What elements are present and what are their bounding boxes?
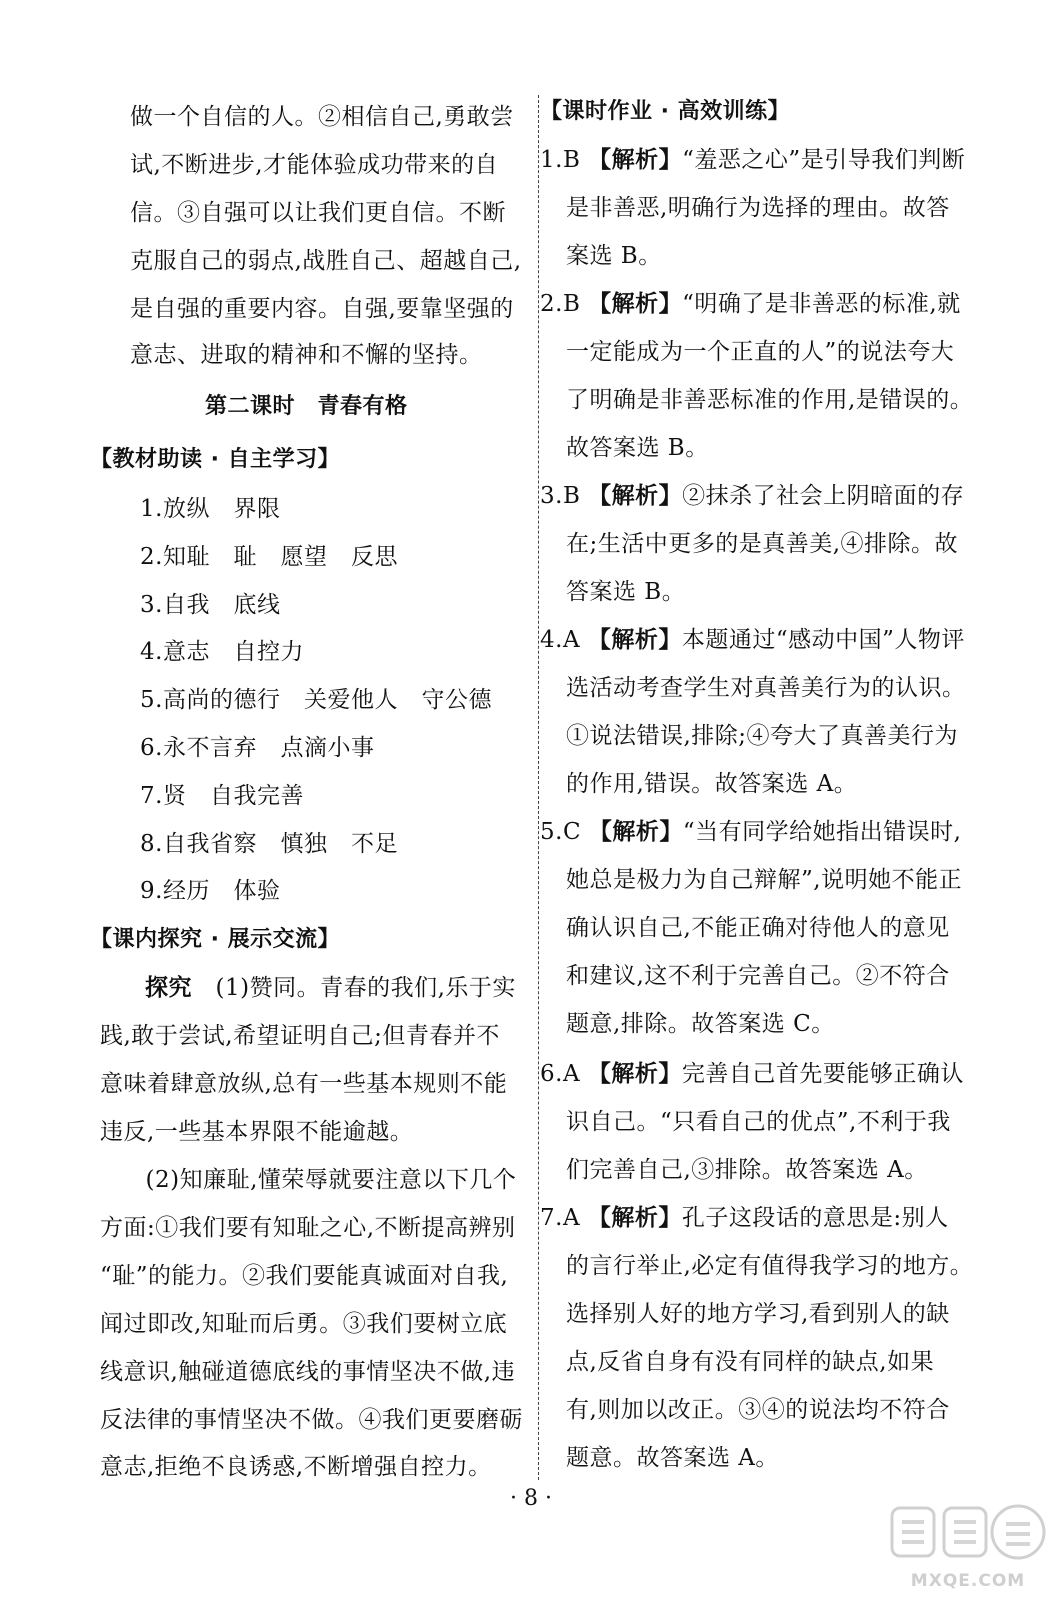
answer-item: 3.自我 底线 (140, 592, 281, 618)
explore-first-text: (1)赞同。青春的我们,乐于实 (192, 975, 516, 1001)
question-item-4 (540, 625, 965, 655)
analysis-line: 了明确是非善恶标准的作用,是错误的。 (566, 387, 974, 413)
analysis-line: 故答案选 B。 (566, 435, 709, 461)
explore-line: 违反,一些基本界限不能逾越。 (100, 1119, 414, 1145)
analysis-line: 的作用,错误。故答案选 A。 (566, 771, 858, 797)
answer-item: 8.自我省察 慎独 不足 (140, 831, 398, 857)
analysis-text: “当有同学给她指出错误时, (682, 819, 962, 845)
explore-line: 闻过即改,知耻而后勇。③我们要树立底 (100, 1311, 508, 1337)
question-number: 4.A (540, 627, 581, 653)
section-header-homework: 【课时作业 · 高效训练】 (540, 99, 791, 124)
analysis-tag: 【解析】 (588, 483, 683, 509)
lesson-title: 第二课时 青春有格 (205, 394, 408, 419)
analysis-line: 题意,排除。故答案选 C。 (566, 1011, 835, 1037)
analysis-tag: 【解析】 (588, 291, 683, 317)
explore-line: 方面:①我们要有知耻之心,不断提高辨别 (100, 1215, 516, 1241)
analysis-line: 是非善恶,明确行为选择的理由。故答 (566, 195, 950, 221)
analysis-line: 点,反省自身有没有同样的缺点,如果 (566, 1349, 935, 1375)
analysis-line: 答案选 B。 (566, 579, 686, 605)
analysis-line: 题意。故答案选 A。 (566, 1445, 779, 1471)
left-para1-line: 是自强的重要内容。自强,要靠坚强的 (130, 296, 514, 322)
analysis-tag: 【解析】 (588, 147, 683, 173)
left-para1-line: 意志、进取的精神和不懈的坚持。 (130, 342, 483, 368)
answer-item: 2.知耻 耻 愿望 反思 (140, 544, 398, 570)
analysis-tag: 【解析】 (587, 1205, 682, 1231)
analysis-text: “羞恶之心”是引导我们判断 (682, 147, 966, 173)
question-item-5 (540, 817, 961, 847)
left-para1-line: 做一个自信的人。②相信自己,勇敢尝 (130, 104, 514, 130)
explore-line: 践,敢于尝试,希望证明自己;但青春并不 (100, 1023, 500, 1049)
answer-item: 7.贤 自我完善 (140, 783, 304, 809)
explore-label: 探究 (145, 975, 192, 1001)
section-header-explore: 【课内探究 · 展示交流】 (90, 927, 341, 952)
answer-item: 5.高尚的德行 关爱他人 守公德 (140, 687, 492, 713)
analysis-line: ①说法错误,排除;④夸大了真善美行为 (566, 723, 959, 749)
analysis-line: 和建议,这不利于完善自己。②不符合 (566, 963, 950, 989)
explore-line: (2)知廉耻,懂荣辱就要注意以下几个 (122, 1167, 517, 1193)
question-number: 7.A (540, 1205, 581, 1231)
left-para1-line: 克服自己的弱点,战胜自己、超越自己, (130, 248, 522, 274)
analysis-tag: 【解析】 (587, 1061, 682, 1087)
question-number: 1.B (540, 147, 581, 173)
analysis-line: 一定能成为一个正直的人”的说法夸大 (566, 339, 955, 365)
answer-item: 6.永不言弃 点滴小事 (140, 735, 375, 761)
analysis-text: ②抹杀了社会上阴暗面的存 (682, 483, 965, 509)
analysis-line: 选活动考查学生对真善美行为的认识。 (566, 675, 966, 701)
explore-first-line (145, 973, 516, 1003)
question-number: 6.A (540, 1061, 581, 1087)
question-item-6 (540, 1059, 964, 1089)
explore-line: 反法律的事情坚决不做。④我们更要磨砺 (100, 1407, 523, 1433)
analysis-line: 确认识自己,不能正确对待他人的意见 (566, 915, 950, 941)
left-para1-line: 试,不断进步,才能体验成功带来的自 (130, 152, 499, 178)
analysis-text: “明确了是非善恶的标准,就 (682, 291, 961, 317)
page-number: · 8 · (510, 1486, 552, 1511)
analysis-line: 选择别人好的地方学习,看到别人的缺 (566, 1301, 950, 1327)
question-number: 2.B (540, 291, 581, 317)
analysis-text: 孔子这段话的意思是:别人 (681, 1205, 949, 1231)
question-item-2 (540, 289, 961, 319)
explore-line: 线意识,触碰道德底线的事情坚决不做,违 (100, 1359, 516, 1385)
analysis-text: 完善自己首先要能够正确认 (681, 1061, 964, 1087)
question-item-3 (540, 481, 964, 511)
answer-item: 1.放纵 界限 (140, 496, 281, 522)
question-number: 3.B (540, 483, 581, 509)
analysis-line: 识自己。“只看自己的优点”,不利于我 (566, 1109, 951, 1135)
analysis-line: 们完善自己,③排除。故答案选 A。 (566, 1157, 928, 1183)
explore-line: 意味着肆意放纵,总有一些基本规则不能 (100, 1071, 508, 1097)
question-item-7 (540, 1203, 949, 1233)
analysis-tag: 【解析】 (587, 627, 682, 653)
answer-item: 9.经历 体验 (140, 878, 281, 904)
section-header-textbook: 【教材助读 · 自主学习】 (90, 447, 341, 472)
explore-line: “耻”的能力。②我们要能真诚面对自我, (100, 1263, 509, 1289)
watermark-logo (878, 1500, 1058, 1595)
answer-item: 4.意志 自控力 (140, 639, 304, 665)
left-para1-line: 信。③自强可以让我们更自信。不断 (130, 200, 506, 226)
analysis-line: 案选 B。 (566, 243, 662, 269)
analysis-line: 在;生活中更多的是真善美,④排除。故 (566, 531, 959, 557)
question-number: 5.C (540, 819, 582, 845)
analysis-line: 有,则加以改正。③④的说法均不符合 (566, 1397, 950, 1423)
analysis-line: 的言行举止,必定有值得我学习的地方。 (566, 1253, 974, 1279)
analysis-line: 她总是极力为自己辩解”,说明她不能正 (566, 867, 963, 893)
column-divider (538, 95, 539, 1480)
question-item-1 (540, 145, 965, 175)
watermark-logo-icon (878, 1500, 1058, 1570)
analysis-text: 本题通过“感动中国”人物评 (681, 627, 965, 653)
watermark-url: MXQE.COM (910, 1571, 1026, 1591)
analysis-tag: 【解析】 (588, 819, 683, 845)
explore-line: 意志,拒绝不良诱惑,不断增强自控力。 (100, 1454, 492, 1480)
